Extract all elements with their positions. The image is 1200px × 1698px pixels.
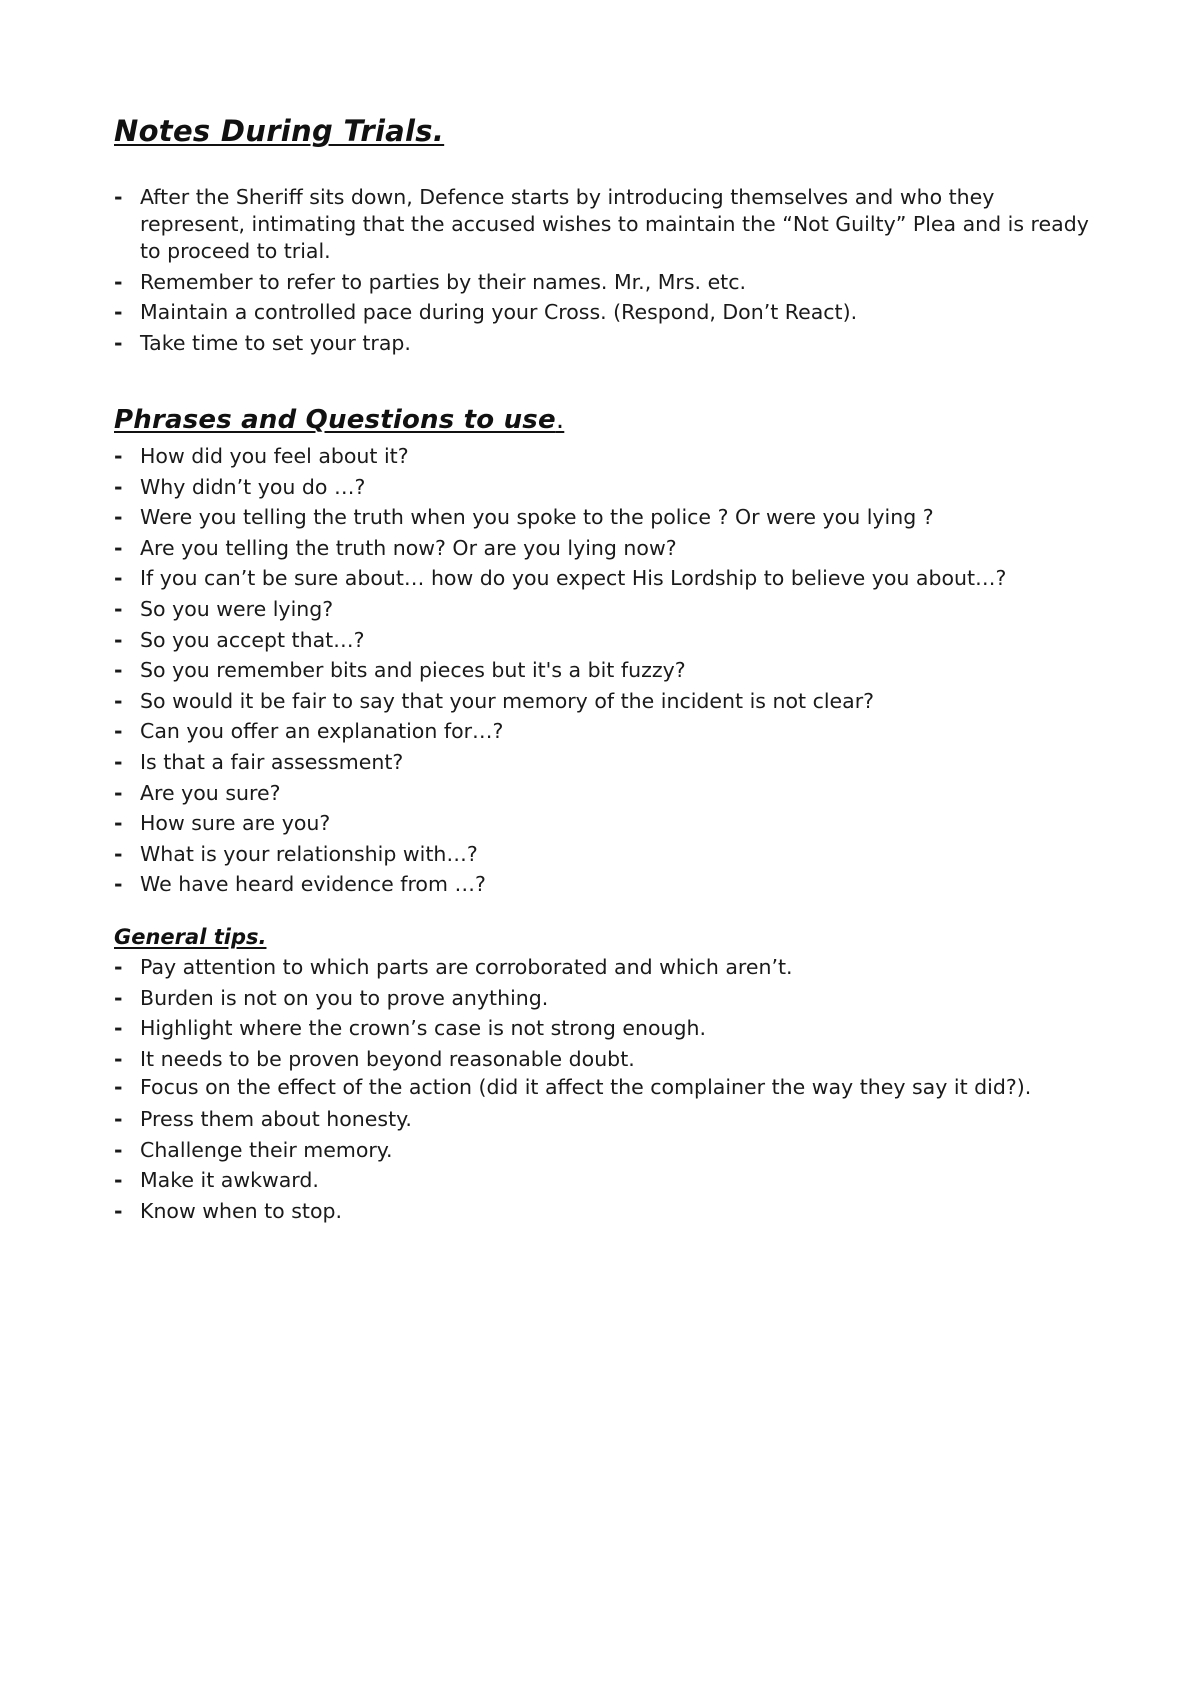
list-item-text: So you accept that…? xyxy=(140,627,365,652)
list-item-text: How did you feel about it? xyxy=(140,444,409,468)
list-item xyxy=(114,1196,1104,1227)
bullet-dash: - xyxy=(114,811,123,836)
list-item-text: Press them about honesty. xyxy=(140,1107,412,1131)
bullet-dash: - xyxy=(114,444,123,468)
list-item xyxy=(114,472,1104,503)
bullet-dash: - xyxy=(114,1075,123,1099)
bullet-dash: - xyxy=(114,1016,123,1040)
section-heading-phrases xyxy=(114,405,564,435)
bullet-dash: - xyxy=(114,955,123,979)
list-item-text: So you remember bits and pieces but it's a bit fuzzy? xyxy=(140,658,686,683)
bullet-dash: - xyxy=(114,566,123,591)
list-item xyxy=(114,184,1104,265)
bullet-dash: - xyxy=(114,1198,123,1223)
bullet-dash: - xyxy=(114,658,123,683)
bullet-dash: - xyxy=(114,1137,123,1162)
list-item xyxy=(114,502,1104,533)
list-item xyxy=(114,808,1104,839)
bullet-dash: - xyxy=(114,1046,123,1071)
list-item-text: So would it be fair to say that your memory of the incident is not clear? xyxy=(140,688,875,713)
list-item-text: Highlight where the crown’s case is not strong enough. xyxy=(140,1016,707,1040)
bullet-dash: - xyxy=(114,300,123,324)
list-item-text: Can you offer an explanation for…? xyxy=(140,719,504,744)
list-item xyxy=(114,839,1104,870)
list-item-text: Pay attention to which parts are corroborated and which aren’t. xyxy=(140,955,793,979)
list-item xyxy=(114,533,1104,564)
list-item-text: Take time to set your trap. xyxy=(140,330,411,355)
list-item-text: Make it awkward. xyxy=(140,1168,319,1192)
bullet-dash: - xyxy=(114,719,123,744)
list-item-text: Are you telling the truth now? Or are you lying now? xyxy=(140,535,677,560)
bullet-dash: - xyxy=(114,269,123,294)
list-item-text: So you were lying? xyxy=(140,596,334,621)
list-item xyxy=(114,983,1104,1014)
list-item xyxy=(114,594,1104,625)
section-heading-text: Phrases and Questions to use xyxy=(114,405,556,435)
bullet-dash: - xyxy=(114,627,123,652)
list-item-text: Focus on the effect of the action (did it affect the complainer the way they say it did?). xyxy=(140,1075,1032,1099)
bullet-dash: - xyxy=(114,749,123,774)
list-item xyxy=(114,1013,1104,1044)
list-item-text: Were you telling the truth when you spoke to the police ? Or were you lying ? xyxy=(140,505,934,530)
list-item-text: Know when to stop. xyxy=(140,1198,343,1223)
list-item xyxy=(114,778,1104,809)
bullet-dash: - xyxy=(114,688,123,713)
bullet-dash: - xyxy=(114,1107,123,1131)
list-item xyxy=(114,563,1104,594)
list-item-text: Are you sure? xyxy=(140,780,281,805)
trial-notes-list xyxy=(114,184,1104,360)
list-item-text: It needs to be proven beyond reasonable doubt. xyxy=(140,1046,635,1071)
list-item xyxy=(114,869,1104,900)
list-item xyxy=(114,441,1104,472)
list-item-text: Burden is not on you to prove anything. xyxy=(140,985,549,1010)
bullet-dash: - xyxy=(114,535,123,560)
list-item-text: After the Sheriff sits down, Defence starts by introducing themselves and who they represent, intimating that the accused wishes to maintain the “Not Guilty” Plea and is ready to proceed to trial. xyxy=(140,185,1089,263)
list-item-text: Why didn’t you do …? xyxy=(140,474,366,499)
tips-list xyxy=(114,952,1104,1226)
list-item-text: Maintain a controlled pace during your Cross. (Respond, Don’t React). xyxy=(140,300,858,324)
list-item-text: We have heard evidence from …? xyxy=(140,872,486,897)
list-item xyxy=(114,1074,1104,1101)
section-heading-trail: . xyxy=(555,405,565,435)
bullet-dash: - xyxy=(114,185,123,209)
list-item xyxy=(114,952,1104,983)
list-item-text: If you can’t be sure about… how do you expect His Lordship to believe you about…? xyxy=(140,566,1007,591)
list-item xyxy=(114,1104,1104,1135)
bullet-dash: - xyxy=(114,985,123,1010)
list-item xyxy=(114,1044,1104,1075)
list-item-text: What is your relationship with…? xyxy=(140,841,478,866)
list-item xyxy=(114,686,1104,717)
list-item xyxy=(114,330,1104,357)
list-item-text: How sure are you? xyxy=(140,811,331,836)
list-item xyxy=(114,655,1104,686)
list-item-text: Challenge their memory. xyxy=(140,1137,393,1162)
bullet-dash: - xyxy=(114,872,123,897)
list-item xyxy=(114,716,1104,747)
list-item xyxy=(114,269,1104,296)
bullet-dash: - xyxy=(114,596,123,621)
bullet-dash: - xyxy=(114,780,123,805)
bullet-dash: - xyxy=(114,841,123,866)
list-item xyxy=(114,1165,1104,1196)
bullet-dash: - xyxy=(114,505,123,530)
phrases-list xyxy=(114,441,1104,900)
list-item-text: Remember to refer to parties by their names. Mr., Mrs. etc. xyxy=(140,269,747,294)
bullet-dash: - xyxy=(114,474,123,499)
list-item xyxy=(114,625,1104,656)
page-title: Notes During Trials. xyxy=(114,114,445,148)
list-item xyxy=(114,747,1104,778)
list-item xyxy=(114,1135,1104,1166)
bullet-dash: - xyxy=(114,330,123,355)
section-heading-tips: General tips. xyxy=(114,925,267,949)
list-item-text: Is that a fair assessment? xyxy=(140,749,404,774)
list-item xyxy=(114,299,1104,326)
bullet-dash: - xyxy=(114,1168,123,1192)
